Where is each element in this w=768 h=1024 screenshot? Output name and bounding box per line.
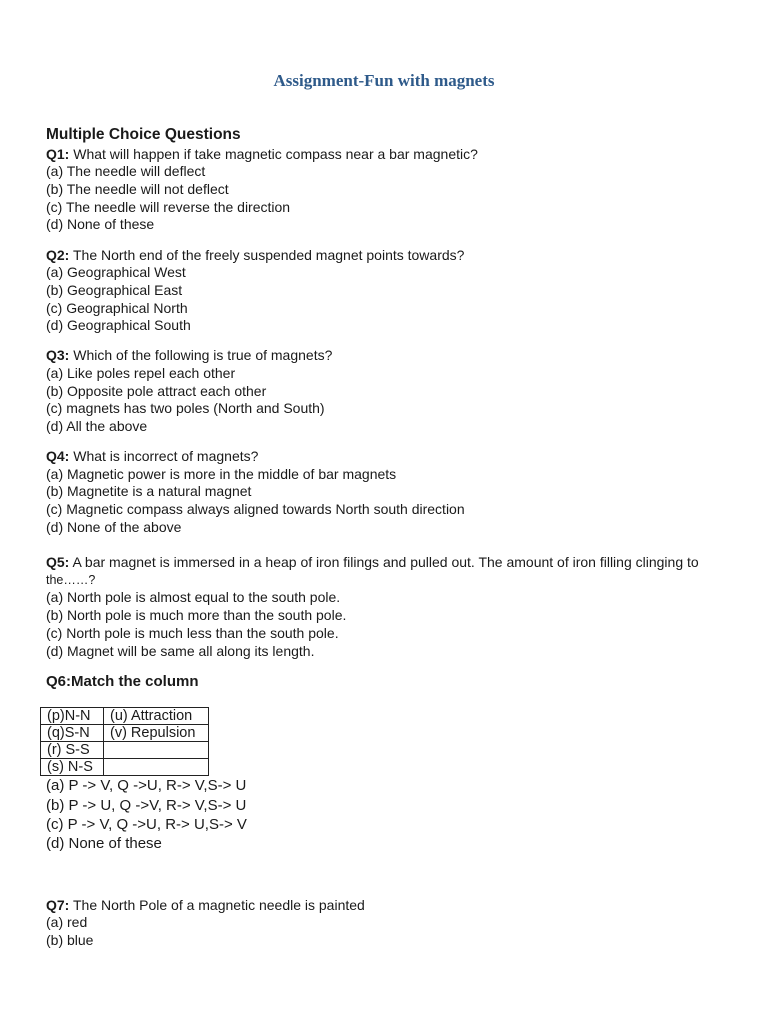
question-number: Q4: [46, 448, 70, 464]
option: (a) North pole is almost equal to the south pole. [46, 589, 341, 605]
question-5 [46, 554, 699, 571]
match-table [40, 707, 209, 776]
option: (c) magnets has two poles (North and South) [46, 400, 325, 416]
question-1 [46, 146, 478, 163]
option: (a) The needle will deflect [46, 163, 206, 179]
option: (a) Geographical West [46, 264, 186, 280]
option: (b) Geographical East [46, 282, 183, 298]
option: (c) Geographical North [46, 300, 188, 316]
question-text: What is incorrect of magnets? [69, 448, 259, 464]
question-7 [46, 897, 365, 914]
question-number: Q5: [46, 554, 70, 570]
option: (d) Geographical South [46, 317, 191, 333]
question-text-continued: the……? [46, 573, 96, 587]
option: (b) blue [46, 932, 94, 948]
question-text: A bar magnet is immersed in a heap of iron filings and pulled out. The amount of iron filling clinging to [69, 554, 699, 570]
option: (a) red [46, 914, 88, 930]
document-title: Assignment-Fun with magnets [273, 71, 495, 90]
question-6-heading: Q6:Match the column [46, 673, 199, 690]
option: (d) None of the above [46, 519, 182, 535]
table-row [41, 759, 209, 776]
option: (c) Magnetic compass always aligned towards North south direction [46, 501, 465, 517]
table-row [41, 708, 209, 725]
option: (b) Opposite pole attract each other [46, 383, 267, 399]
option: (a) Magnetic power is more in the middle of bar magnets [46, 466, 397, 482]
question-2 [46, 247, 464, 264]
question-number: Q3: [46, 347, 70, 363]
table-cell: (r) S-S [41, 742, 104, 759]
option: (c) P -> V, Q ->U, R-> U,S-> V [46, 816, 247, 833]
question-text: The North Pole of a magnetic needle is painted [69, 897, 365, 913]
table-cell [104, 742, 209, 759]
table-cell: (p)N-N [41, 708, 104, 725]
question-number: Q1: [46, 146, 70, 162]
option: (b) North pole is much more than the south pole. [46, 607, 347, 623]
option: (a) P -> V, Q ->U, R-> V,S-> U [46, 777, 247, 794]
table-cell: (v) Repulsion [104, 725, 209, 742]
question-3 [46, 347, 332, 364]
option: (b) The needle will not deflect [46, 181, 229, 197]
table-row [41, 725, 209, 742]
table-cell: (u) Attraction [104, 708, 209, 725]
option: (c) The needle will reverse the direction [46, 199, 291, 215]
option: (d) None of these [46, 835, 162, 852]
option: (c) North pole is much less than the south pole. [46, 625, 339, 641]
option: (d) All the above [46, 418, 148, 434]
table-row [41, 742, 209, 759]
table-cell: (s) N-S [41, 759, 104, 776]
option: (b) P -> U, Q ->V, R-> V,S-> U [46, 797, 247, 814]
question-text: The North end of the freely suspended magnet points towards? [69, 247, 465, 263]
table-cell: (q)S-N [41, 725, 104, 742]
option: (a) Like poles repel each other [46, 365, 236, 381]
question-text: Which of the following is true of magnets? [69, 347, 333, 363]
question-4 [46, 448, 258, 465]
question-number: Q2: [46, 247, 70, 263]
option: (d) Magnet will be same all along its length. [46, 643, 315, 659]
table-cell [104, 759, 209, 776]
question-number: Q7: [46, 897, 70, 913]
section-heading: Multiple Choice Questions [46, 126, 241, 143]
option: (b) Magnetite is a natural magnet [46, 483, 252, 499]
option: (d) None of these [46, 216, 155, 232]
question-text: What will happen if take magnetic compass near a bar magnetic? [69, 146, 478, 162]
